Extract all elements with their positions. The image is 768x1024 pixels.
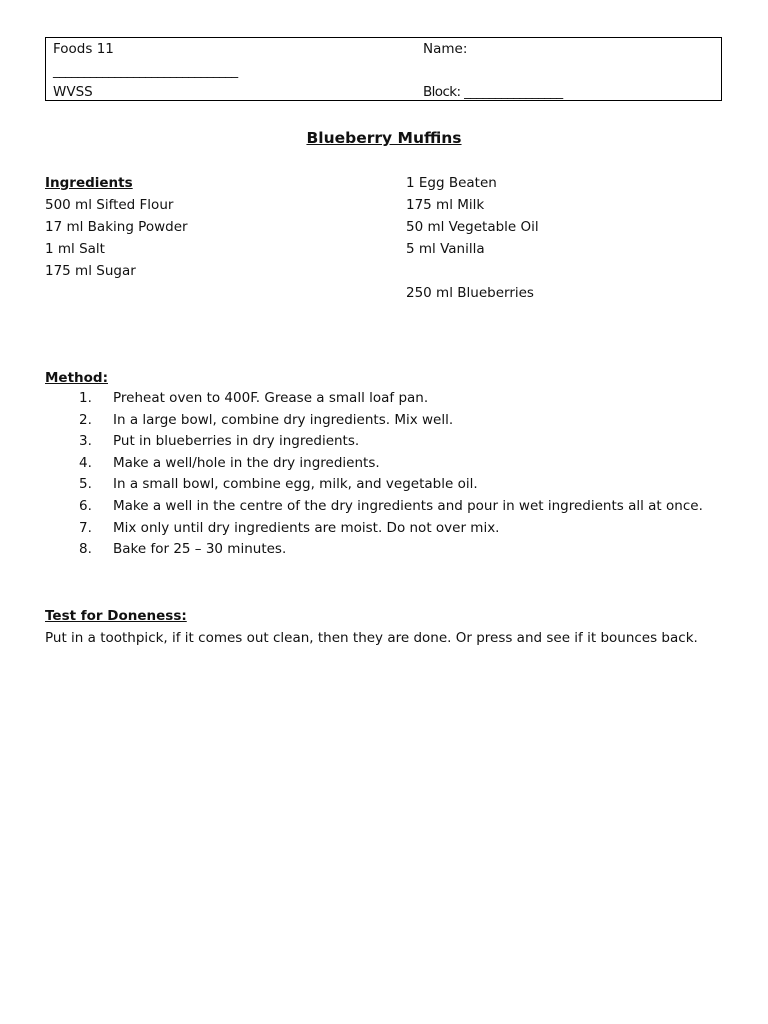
step-number: 1. <box>79 390 92 406</box>
method-step <box>45 496 725 518</box>
page-title: Blueberry Muffins <box>306 129 462 147</box>
ingredients-left-column <box>45 172 188 282</box>
method-step <box>45 388 725 410</box>
ingredient-item: 1 Egg Beaten <box>406 175 497 191</box>
step-text: In a large bowl, combine dry ingredients. Mix well. <box>113 411 454 428</box>
step-number: 4. <box>79 454 92 471</box>
step-text: Put in blueberries in dry ingredients. <box>113 433 360 450</box>
ingredient-item: 5 ml Vanilla <box>406 241 485 257</box>
step-text: Mix only until dry ingredients are moist. Do not over mix. <box>113 519 500 536</box>
step-text: Preheat oven to 400F. Grease a small loaf pan. <box>113 390 429 406</box>
step-text: Bake for 25 – 30 minutes. <box>113 541 287 558</box>
method-steps <box>45 388 725 561</box>
ingredient-item: 1 ml Salt <box>45 241 105 257</box>
ingredient-item: 17 ml Baking Powder <box>45 219 188 235</box>
header-box <box>45 37 722 101</box>
method-step <box>45 431 725 453</box>
ingredient-item: 500 ml Sifted Flour <box>45 197 174 213</box>
school-label: WVSS <box>53 84 93 100</box>
method-step <box>45 518 725 540</box>
block-label: Block: ________________ <box>423 84 563 100</box>
method-step <box>45 474 725 496</box>
name-label: Name: <box>423 41 468 57</box>
doneness-heading: Test for Doneness: <box>45 608 187 624</box>
ingredient-item: 175 ml Sugar <box>45 263 136 279</box>
step-text: Make a well in the centre of the dry ingredients and pour in wet ingredients all at once. <box>113 497 703 514</box>
ingredients-heading: Ingredients <box>45 175 133 191</box>
step-number: 3. <box>79 433 92 450</box>
method-step <box>45 539 725 561</box>
step-number: 7. <box>79 519 92 536</box>
spacer <box>406 260 539 282</box>
step-text: Make a well/hole in the dry ingredients. <box>113 454 380 471</box>
ingredient-item: 175 ml Milk <box>406 197 485 213</box>
name-underline: ______________________________ <box>53 63 238 79</box>
ingredient-item: 250 ml Blueberries <box>406 285 534 301</box>
step-number: 2. <box>79 411 92 428</box>
ingredients-right-column <box>406 172 539 304</box>
ingredient-item: 50 ml Vegetable Oil <box>406 219 539 235</box>
step-number: 6. <box>79 497 92 514</box>
step-number: 8. <box>79 541 92 558</box>
method-step <box>45 410 725 432</box>
course-label: Foods 11 <box>53 41 114 57</box>
method-heading: Method: <box>45 370 108 386</box>
doneness-text: Put in a toothpick, if it comes out clean, then they are done. Or press and see if it bounces back. <box>45 630 698 646</box>
step-number: 5. <box>79 476 92 493</box>
step-text: In a small bowl, combine egg, milk, and vegetable oil. <box>113 476 478 493</box>
method-step <box>45 453 725 475</box>
